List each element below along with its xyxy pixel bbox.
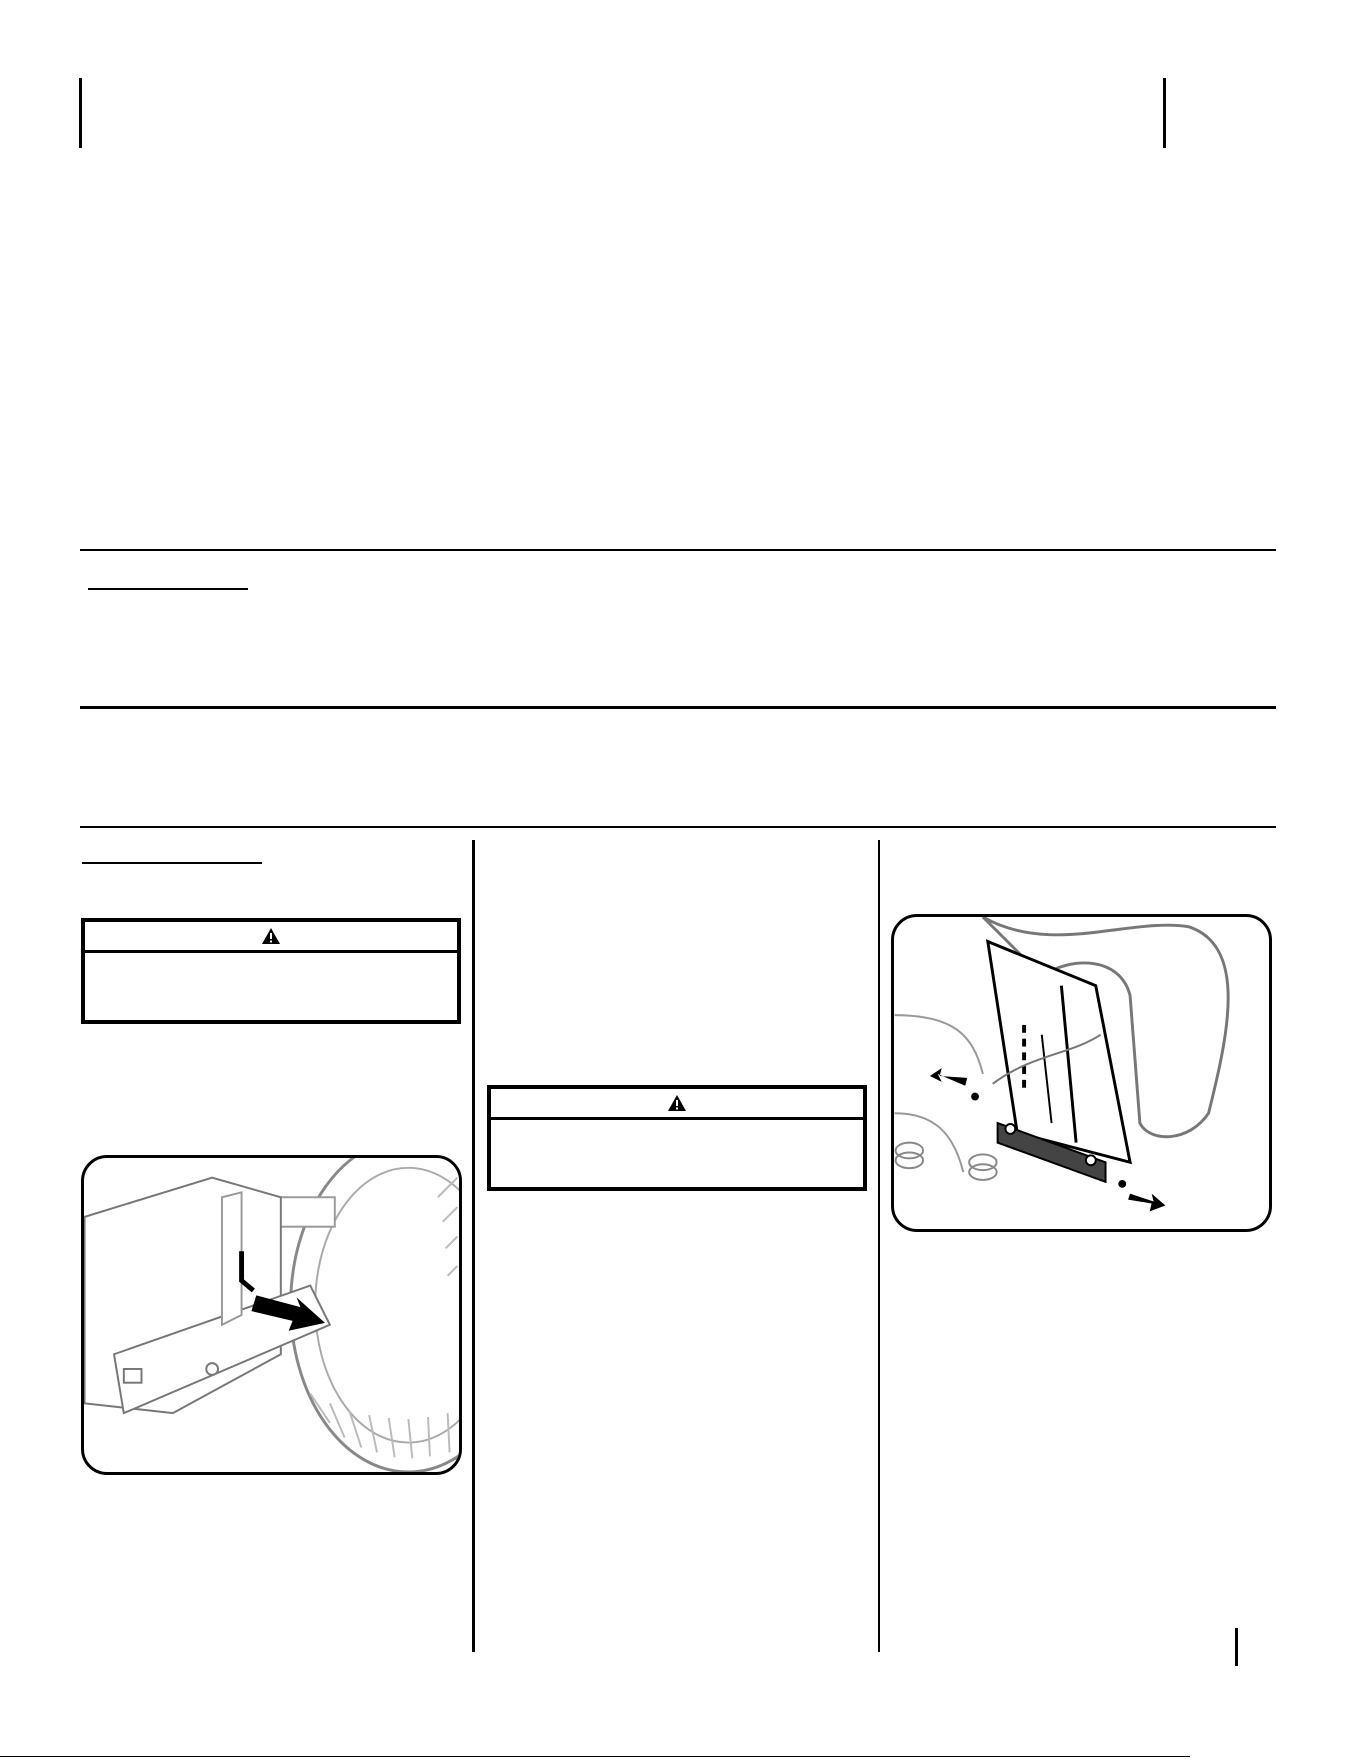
figure-wheel-pin [81,1155,462,1475]
crop-mark-right [1163,78,1166,148]
bracket-illustration [894,917,1269,1229]
section-heading-underline [88,588,248,590]
warning-triangle-icon [261,927,281,945]
subsection-heading-underline [82,862,262,864]
section-rule-1 [80,549,1276,551]
column-divider-right [878,840,880,1652]
figure-bracket [891,914,1272,1232]
warning-box-1 [81,918,461,1024]
wheel-pin-illustration [84,1158,459,1472]
page-number-mark [1235,1628,1238,1666]
warning-box-2 [487,1085,867,1191]
section-rule-2 [80,706,1276,709]
crop-mark-left [79,78,82,148]
column-divider-left [472,840,475,1652]
warning-triangle-icon [667,1094,687,1112]
warning-header [85,922,457,953]
bottom-rule [0,1756,1190,1757]
warning-header [491,1089,863,1120]
section-rule-3 [80,826,1276,828]
